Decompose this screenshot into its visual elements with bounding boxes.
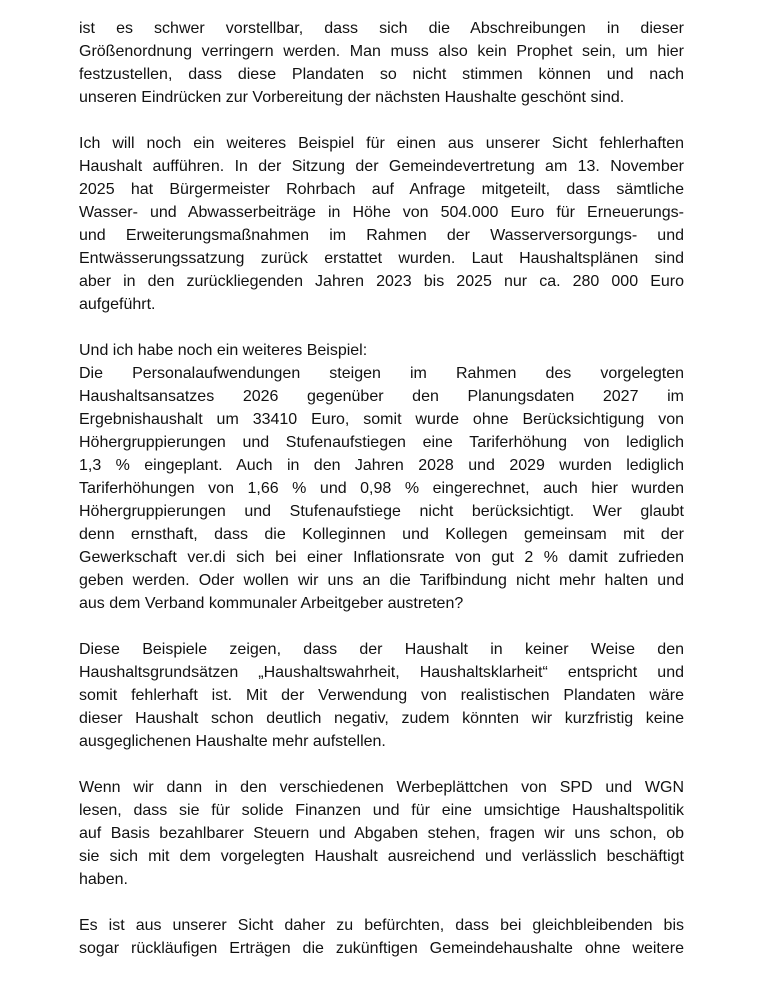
text-line: Entwässerungssatzung zurück erstattet wurden. Laut Haushaltsplänen sind (79, 250, 684, 267)
text-line: somit fehlerhaft ist. Mit der Verwendung von realistischen Plandaten wäre (79, 687, 684, 704)
text-line: Die Personalaufwendungen steigen im Rahmen des vorgelegten (79, 365, 684, 382)
text-line: auf Basis bezahlbarer Steuern und Abgaben stehen, fragen wir uns schon, ob (79, 825, 684, 842)
paragraph-werbeplaettchen (79, 776, 684, 891)
text-line: Haushaltsansatzes 2026 gegenüber den Planungsdaten 2027 im (79, 388, 684, 405)
text-line: 1,3 % eingeplant. Auch in den Jahren 2028 und 2029 wurden lediglich (79, 457, 684, 474)
text-line: festzustellen, dass diese Plandaten so nicht stimmen können und nach (79, 66, 684, 83)
text-line: Und ich habe noch ein weiteres Beispiel: (79, 342, 368, 359)
text-line: Höhergruppierungen und Stufenaufstiegen eine Tariferhöhung von lediglich (79, 434, 684, 451)
text-line: aber in den zurückliegenden Jahren 2023 bis 2025 nur ca. 280 000 Euro (79, 273, 684, 290)
paragraph-haushaltsgrundsaetze (79, 638, 684, 753)
document-page (79, 17, 684, 983)
text-line: Wenn wir dann in den verschiedenen Werbeplättchen von SPD und WGN (79, 779, 684, 796)
text-line: Diese Beispiele zeigen, dass der Haushalt in keiner Weise den (79, 641, 684, 658)
text-line: sogar rückläufigen Erträgen die zukünftigen Gemeindehaushalte ohne weitere (79, 940, 684, 957)
text-line: Ergebnishaushalt um 33410 Euro, somit wurde ohne Berücksichtigung von (79, 411, 684, 428)
text-line: Ich will noch ein weiteres Beispiel für einen aus unserer Sicht fehlerhaften (79, 135, 684, 152)
text-line: Tariferhöhungen von 1,66 % und 0,98 % eingerechnet, auch hier wurden (79, 480, 684, 497)
paragraph-abschreibungen (79, 17, 684, 109)
text-line: Höhergruppierungen und Stufenaufstiege nicht berücksichtigt. Wer glaubt (79, 503, 684, 520)
text-line: und Erweiterungsmaßnahmen im Rahmen der Wasserversorgungs- und (79, 227, 684, 244)
text-line: Größenordnung verringern werden. Man muss also kein Prophet sein, um hier (79, 43, 684, 60)
text-line: lesen, dass sie für solide Finanzen und für eine umsichtige Haushaltspolitik (79, 802, 684, 819)
text-line: ist es schwer vorstellbar, dass sich die Abschreibungen in dieser (79, 20, 684, 37)
text-line: Haushalt aufführen. In der Sitzung der Gemeindevertretung am 13. November (79, 158, 684, 175)
text-line: dieser Haushalt schon deutlich negativ, zudem könnten wir kurzfristig keine (79, 710, 684, 727)
text-line: aufgeführt. (79, 296, 156, 313)
text-line: Gewerkschaft ver.di sich bei einer Inflationsrate von gut 2 % damit zufrieden (79, 549, 684, 566)
text-line: ausgeglichenen Haushalte mehr aufstellen. (79, 733, 386, 750)
text-line: Es ist aus unserer Sicht daher zu befürchten, dass bei gleichbleibenden bis (79, 917, 684, 934)
paragraph-personalaufwendungen (79, 339, 684, 615)
text-line: 2025 hat Bürgermeister Rohrbach auf Anfrage mitgeteilt, dass sämtliche (79, 181, 684, 198)
text-line: Wasser- und Abwasserbeiträge in Höhe von 504.000 Euro für Erneuerungs- (79, 204, 684, 221)
text-line: geben werden. Oder wollen wir uns an die Tarifbindung nicht mehr halten und (79, 572, 684, 589)
text-line: unseren Eindrücken zur Vorbereitung der nächsten Haushalte geschönt sind. (79, 89, 625, 106)
paragraph-wasserbeitraege (79, 132, 684, 316)
text-line: haben. (79, 871, 128, 888)
text-line: denn ernsthaft, dass die Kolleginnen und Kollegen gemeinsam mit der (79, 526, 684, 543)
text-line: Haushaltsgrundsätzen „Haushaltswahrheit, Haushaltsklarheit“ entspricht und (79, 664, 684, 681)
paragraph-befuerchtung (79, 914, 684, 960)
text-line: aus dem Verband kommunaler Arbeitgeber austreten? (79, 595, 464, 612)
text-line: sie sich mit dem vorgelegten Haushalt ausreichend und verlässlich beschäftigt (79, 848, 684, 865)
